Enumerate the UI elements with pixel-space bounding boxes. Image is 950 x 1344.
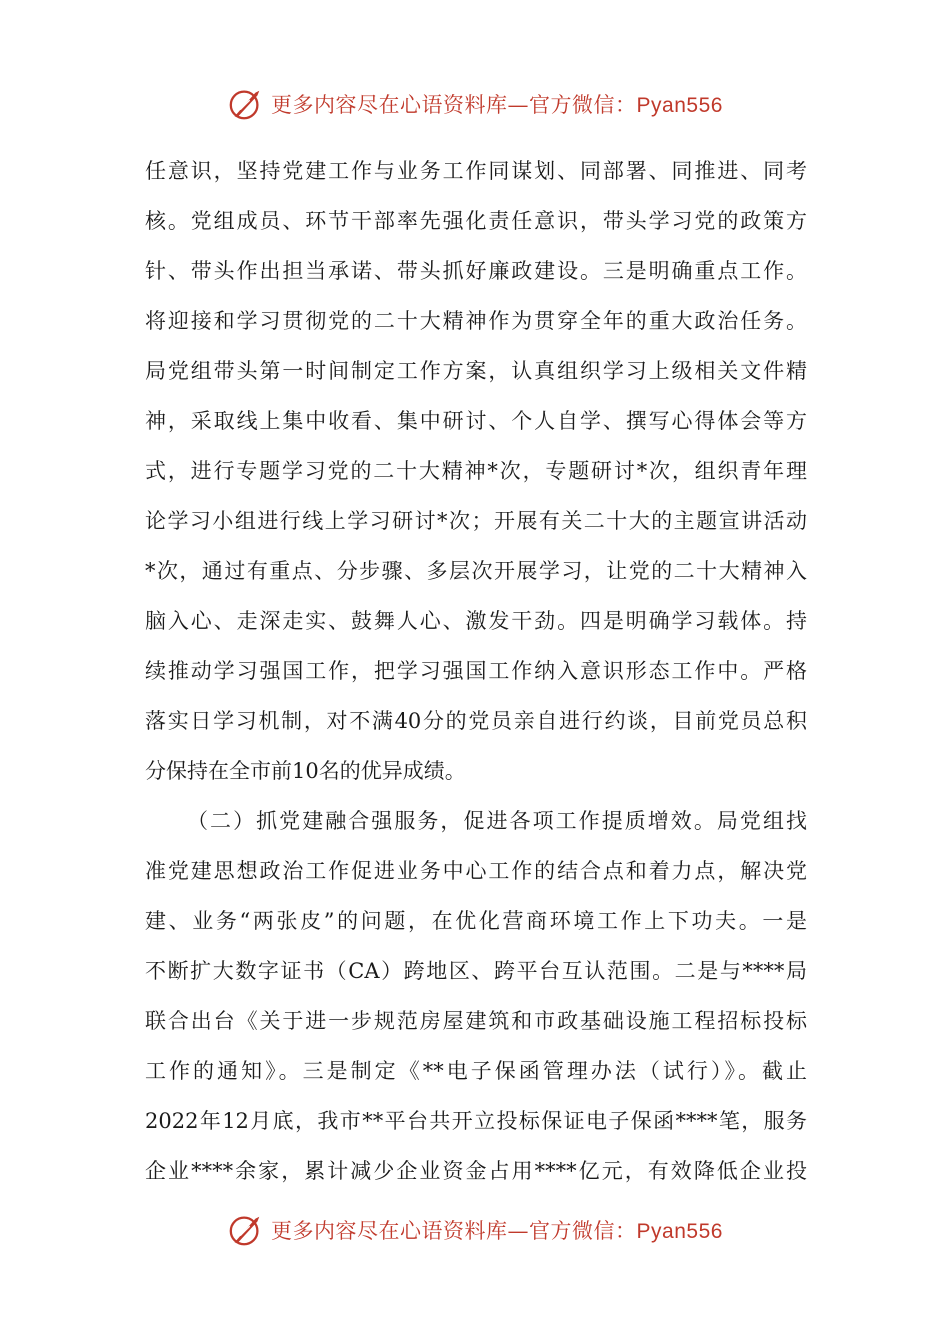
watermark-text: 更多内容尽在心语资料库—官方微信：Pyan556 xyxy=(271,1219,723,1243)
body-line: 2022年12月底，我市**平台共开立投标保证电子保函****笔，服务 xyxy=(145,1109,807,1133)
body-line: 核。党组成员、环节干部率先强化责任意识，带头学习党的政策方 xyxy=(145,209,807,233)
header-watermark xyxy=(0,82,950,126)
body-line: 不断扩大数字证书（CA）跨地区、跨平台互认范围。二是与****局 xyxy=(145,959,807,983)
body-line: 将迎接和学习贯彻党的二十大精神作为贯穿全年的重大政治任务。 xyxy=(145,309,807,333)
watermark-text: 更多内容尽在心语资料库—官方微信：Pyan556 xyxy=(271,93,723,117)
body-line: 针、带头作出担当承诺、带头抓好廉政建设。三是明确重点工作。 xyxy=(145,259,807,283)
wechat-handle: Pyan556 xyxy=(636,1220,723,1243)
quill-logo-icon xyxy=(227,85,265,123)
body-line: 建、业务“两张皮”的问题，在优化营商环境工作上下功夫。一是 xyxy=(145,909,807,933)
body-line: 脑入心、走深走实、鼓舞人心、激发干劲。四是明确学习载体。持 xyxy=(145,609,807,633)
body-line: 分保持在全市前10名的优异成绩。 xyxy=(145,759,466,783)
body-line: 企业****余家，累计减少企业资金占用****亿元，有效降低企业投 xyxy=(145,1159,807,1183)
body-line: 神，采取线上集中收看、集中研讨、个人自学、撰写心得体会等方 xyxy=(145,409,807,433)
body-line: 落实日学习机制，对不满40分的党员亲自进行约谈，目前党员总积 xyxy=(145,709,807,733)
body-line: 任意识，坚持党建工作与业务工作同谋划、同部署、同推进、同考 xyxy=(145,159,807,183)
body-line: 局党组带头第一时间制定工作方案，认真组织学习上级相关文件精 xyxy=(145,359,807,383)
document-body xyxy=(145,146,807,1196)
footer-watermark xyxy=(0,1208,950,1252)
wechat-handle: Pyan556 xyxy=(636,94,723,117)
body-line: 式，进行专题学习党的二十大精神*次，专题研讨*次，组织青年理 xyxy=(145,459,807,483)
body-line: 准党建思想政治工作促进业务中心工作的结合点和着力点，解决党 xyxy=(145,859,807,883)
body-line: 续推动学习强国工作，把学习强国工作纳入意识形态工作中。严格 xyxy=(145,659,807,683)
quill-logo-icon xyxy=(227,1211,265,1249)
section-heading-line: （二）抓党建融合强服务，促进各项工作提质增效。局党组找 xyxy=(187,809,807,833)
body-line: 联合出台《关于进一步规范房屋建筑和市政基础设施工程招标投标 xyxy=(145,1009,807,1033)
body-line: *次，通过有重点、分步骤、多层次开展学习，让党的二十大精神入 xyxy=(145,559,807,583)
body-line: 论学习小组进行线上学习研讨*次；开展有关二十大的主题宣讲活动 xyxy=(145,509,807,533)
body-line: 工作的通知》。三是制定《**电子保函管理办法（试行）》。截止 xyxy=(145,1059,807,1083)
